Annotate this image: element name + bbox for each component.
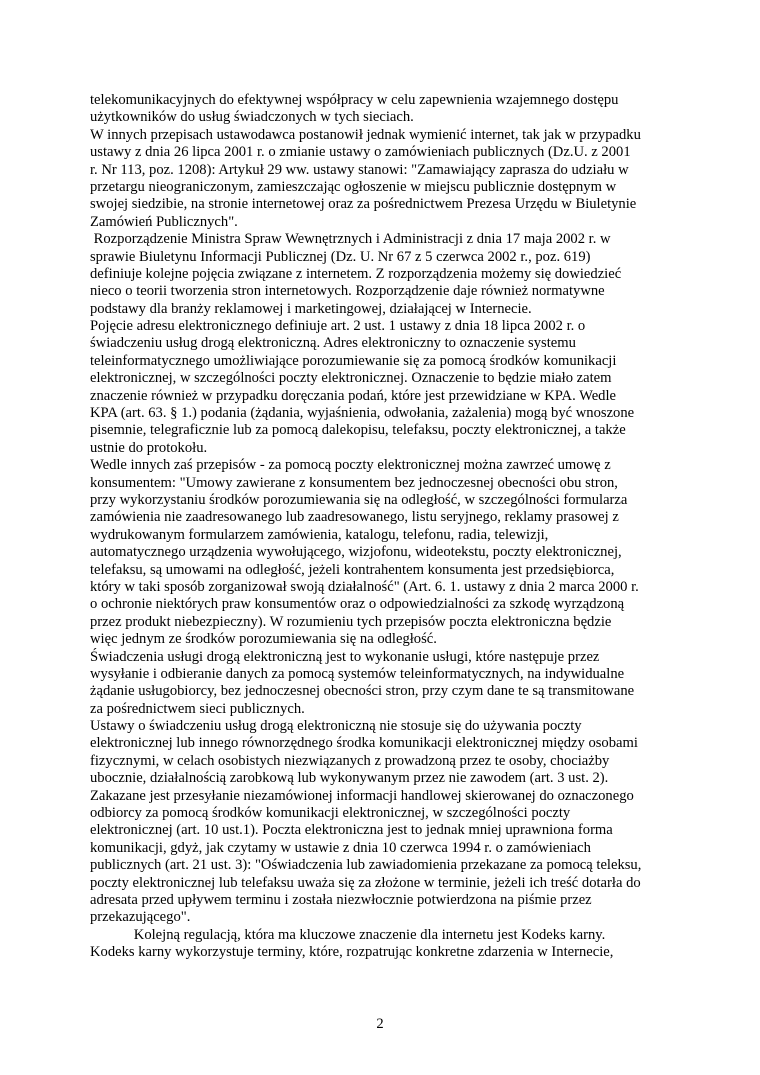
text-line: znaczenie również w przypadku doręczania podań, które jest przewidziane w KPA. Wedle bbox=[90, 387, 617, 404]
text-line: Kodeks karny wykorzystuje terminy, które, rozpatrując konkretne zdarzenia w Internecie, bbox=[90, 944, 614, 961]
text-line: elektronicznej lub innego równorzędnego środka komunikacji elektronicznej między osobami bbox=[90, 735, 638, 752]
text-line: ustnie do protokołu. bbox=[90, 439, 208, 456]
text-line: Świadczenia usługi drogą elektroniczną jest to wykonanie usługi, które następuje przez bbox=[90, 648, 600, 665]
text-line: automatycznego urządzenia wywołującego, wizjofonu, wideotekstu, poczty elektronicznej, bbox=[90, 544, 622, 561]
text-line: odbiorcy za pomocą środków komunikacji elektronicznej, w szczególności poczty bbox=[90, 805, 571, 822]
text-line: który w taki sposób zorganizował swoją działalność" (Art. 6. 1. ustawy z dnia 2 marca 2000 r. bbox=[90, 578, 639, 595]
text-line: r. Nr 113, poz. 1208): Artykuł 29 ww. ustawy stanowi: "Zamawiający zaprasza do udziału w bbox=[90, 161, 629, 178]
text-line: definiuje kolejne pojęcia związane z internetem. Z rozporządzenia możemy się dowiedzieć bbox=[90, 265, 622, 282]
text-line: Zakazane jest przesyłanie niezamówionej informacji handlowej skierowanej do oznaczonego bbox=[90, 787, 634, 804]
text-line: Rozporządzenie Ministra Spraw Wewnętrznych i Administracji z dnia 17 maja 2002 r. w bbox=[90, 231, 611, 248]
body-text bbox=[90, 92, 670, 962]
text-line: o ochronie niektórych praw konsumentów oraz o odpowiedzialności za szkodę wyrządzoną bbox=[90, 596, 625, 613]
text-line: elektronicznej, w szczególności poczty elektronicznej. Oznaczenie to będzie miało zatem bbox=[90, 370, 612, 387]
text-line: żądanie usługobiorcy, bez jednoczesnej obecności stron, przy czym dane te są transmitowane bbox=[90, 683, 635, 700]
text-line: przetargu nieograniczonym, zamieszczając ogłoszenie w miejscu publicznie dostępnym w bbox=[90, 178, 617, 195]
text-line: telefaksu, są umowami na odległość, jeżeli kontrahentem konsumenta jest przedsiębiorca, bbox=[90, 561, 615, 578]
text-line: poczty elektronicznej lub telefaksu uważa się za złożone w terminie, jeżeli ich treść dotarła do bbox=[90, 874, 641, 891]
text-line: telekomunikacyjnych do efektywnej współpracy w celu zapewnienia wzajemnego dostępu bbox=[90, 92, 619, 108]
text-line: zamówienia nie zaadresowanego lub zaadresowanego, listu seryjnego, reklamy prasowej z bbox=[90, 509, 619, 526]
text-line: sprawie Biuletynu Informacji Publicznej (Dz. U. Nr 67 z 5 czerwca 2002 r., poz. 619) bbox=[90, 248, 591, 265]
text-line: ustawy z dnia 26 lipca 2001 r. o zmianie ustawy o zamówieniach publicznych (Dz.U. z 2001 bbox=[90, 144, 631, 161]
text-line: przy wykorzystaniu środków porozumiewania się na odległość, w szczególności formularza bbox=[90, 491, 628, 508]
page-number: 2 bbox=[376, 1016, 384, 1032]
text-line: Pojęcie adresu elektronicznego definiuje art. 2 ust. 1 ustawy z dnia 18 lipca 2002 r. o bbox=[90, 318, 586, 335]
text-line: elektronicznej (art. 10 ust.1). Poczta elektroniczna jest to jednak mniej uprawniona forma bbox=[90, 822, 613, 839]
text-line: Zamówień Publicznych". bbox=[90, 213, 238, 230]
text-line: wysyłanie i odbieranie danych za pomocą systemów teleinformatycznych, na indywidualne bbox=[90, 665, 625, 682]
text-line: publicznych (art. 21 ust. 3): "Oświadczenia lub zawiadomienia przekazane za pomocą teleksu, bbox=[90, 857, 642, 874]
text-line: Kolejną regulacją, która ma kluczowe znaczenie dla internetu jest Kodeks karny. bbox=[90, 926, 606, 943]
text-line: fizycznymi, w celach osobistych niezwiązanych z prowadzoną przez te osoby, chociażby bbox=[90, 752, 610, 769]
text-line: komunikacji, gdyż, jak czytamy w ustawie z dnia 10 czerwca 1994 r. o zamówieniach bbox=[90, 839, 591, 856]
text-line: użytkowników do usług świadczonych w tych sieciach. bbox=[90, 109, 414, 126]
text-line: ubocznie, działalnością zarobkową lub wykonywanym przez nie zawodem (art. 3 ust. 2). bbox=[90, 770, 609, 787]
text-line: KPA (art. 63. § 1.) podania (żądania, wyjaśnienia, odwołania, zażalenia) mogą być wnoszone bbox=[90, 405, 635, 422]
text-line: adresata przed upływem terminu i została niezwłocznie potwierdzona na piśmie przez bbox=[90, 891, 592, 908]
text-line: W innych przepisach ustawodawca postanowił jednak wymienić internet, tak jak w przypadku bbox=[90, 126, 641, 143]
text-line: podstawy dla branży reklamowej i marketingowej, działającej w Internecie. bbox=[90, 300, 532, 317]
text-line: pisemnie, telegraficznie lub za pomocą dalekopisu, telefaksu, poczty elektronicznej, a także bbox=[90, 422, 626, 439]
text-line: za pośrednictwem sieci publicznych. bbox=[90, 700, 305, 717]
text-line: teleinformatycznego umożliwiające porozumiewanie się za pomocą środków komunikacji bbox=[90, 352, 617, 369]
text-line: wydrukowanym formularzem zamówienia, katalogu, telefonu, radia, telewizji, bbox=[90, 526, 549, 543]
text-line: więc jednym ze środków porozumiewania się na odległość. bbox=[90, 631, 437, 648]
text-line: przez produkt niebezpieczny). W rozumieniu tych przepisów poczta elektroniczna będzie bbox=[90, 613, 612, 630]
text-line: Ustawy o świadczeniu usług drogą elektroniczną nie stosuje się do używania poczty bbox=[90, 718, 582, 735]
text-line: świadczeniu usług drogą elektroniczną. Adres elektroniczny to oznaczenie systemu bbox=[90, 335, 576, 352]
text-line: Wedle innych zaś przepisów - za pomocą poczty elektronicznej można zawrzeć umowę z bbox=[90, 457, 611, 474]
text-line: konsumentem: "Umowy zawierane z konsumentem bez jednoczesnej obecności obu stron, bbox=[90, 474, 618, 491]
text-line: nieco o teorii tworzenia stron internetowych. Rozporządzenie daje również normatywne bbox=[90, 283, 605, 300]
text-line: przekazującego". bbox=[90, 909, 191, 926]
text-line: swojej siedzibie, na stronie internetowej oraz za pośrednictwem Prezesa Urzędu w Biuletynie bbox=[90, 196, 637, 213]
